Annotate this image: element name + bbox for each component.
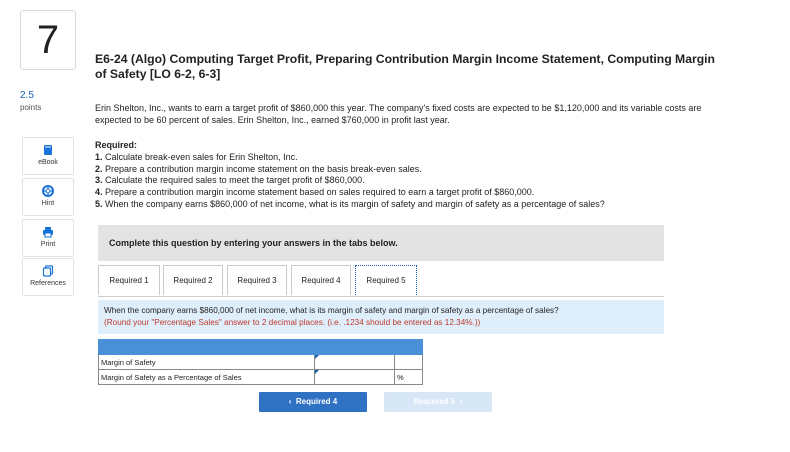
requirement-item: 1. Calculate break-even sales for Erin Shelton, Inc. [95, 151, 298, 162]
next-tab-label: Required 5 [413, 397, 456, 406]
requirement-item: 4. Prepare a contribution margin income statement based on sales required to earn a target profit of $860,000. [95, 187, 535, 198]
row-label: Margin of Safety [99, 355, 315, 370]
print-button[interactable] [22, 219, 74, 257]
print-label: Print [40, 241, 56, 248]
requirement-item: 3. Calculate the required sales to meet the target profit of $860,000. [95, 175, 365, 186]
book-icon [42, 144, 54, 156]
ebook-label: eBook [38, 159, 58, 166]
tab-required-1[interactable]: Required 1 [98, 265, 160, 295]
table-row [99, 370, 423, 385]
margin-of-safety-input[interactable] [315, 355, 395, 370]
table-row [99, 355, 423, 370]
required-heading: Required: [95, 140, 138, 150]
references-button[interactable] [22, 258, 74, 296]
margin-of-safety-pct-input[interactable] [315, 370, 395, 385]
question-intro: Erin Shelton, Inc., wants to earn a target profit of $860,000 this year. The company's fixed costs are expected to be $1,120,000 and its variable costs are expected to be 60 percent of sales. Erin Shelton, Inc., earned $760,000 in profit last year. [95, 103, 702, 125]
tab-required-4[interactable]: Required 4 [291, 265, 351, 295]
hint-button[interactable] [22, 178, 74, 216]
panel-question: When the company earns $860,000 of net income, what is its margin of safety and margin of safety as a percentage of sales? [104, 306, 559, 315]
lifebuoy-icon [42, 185, 54, 197]
chevron-right-icon: › [459, 397, 463, 406]
prev-tab-button[interactable] [259, 392, 367, 412]
requirement-item: 2. Prepare a contribution margin income statement on the basis break-even sales. [95, 163, 422, 174]
instructions-banner: Complete this question by entering your answers in the tabs below. [98, 225, 664, 261]
question-panel [98, 300, 664, 334]
tab-required-5[interactable]: Required 5 [355, 265, 417, 295]
references-label: References [30, 280, 66, 287]
points-block [20, 90, 80, 112]
tab-divider [98, 296, 664, 297]
prev-tab-label: Required 4 [295, 397, 338, 406]
answer-table-header [99, 340, 423, 355]
next-tab-button[interactable] [384, 392, 492, 412]
ebook-button[interactable] [22, 137, 74, 175]
requirements [95, 140, 755, 211]
points-label: points [20, 103, 42, 112]
tab-required-3[interactable]: Required 3 [227, 265, 287, 295]
row-label: Margin of Safety as a Percentage of Sales [99, 370, 315, 385]
panel-instruction: (Round your "Percentage Sales" answer to 2 decimal places. (i.e. .1234 should be entered as 12.34%.)) [104, 318, 481, 327]
row-unit [395, 355, 423, 370]
requirement-item: 5. When the company earns $860,000 of net income, what is its margin of safety and margin of safety as a percentage of sales? [95, 198, 605, 209]
copy-icon [42, 265, 54, 277]
printer-icon [42, 226, 54, 238]
chevron-left-icon: ‹ [288, 397, 292, 406]
points-value: 2.5 [20, 90, 34, 101]
hint-label: Hint [41, 200, 55, 207]
answer-table [98, 339, 423, 385]
question-number: 7 [20, 10, 76, 70]
row-unit: % [395, 370, 423, 385]
tab-required-2[interactable]: Required 2 [163, 265, 223, 295]
question-title: E6-24 (Algo) Computing Target Profit, Preparing Contribution Margin Income Statement, Computing Margin of Safety [LO 6-2, 6-3] [95, 52, 715, 81]
